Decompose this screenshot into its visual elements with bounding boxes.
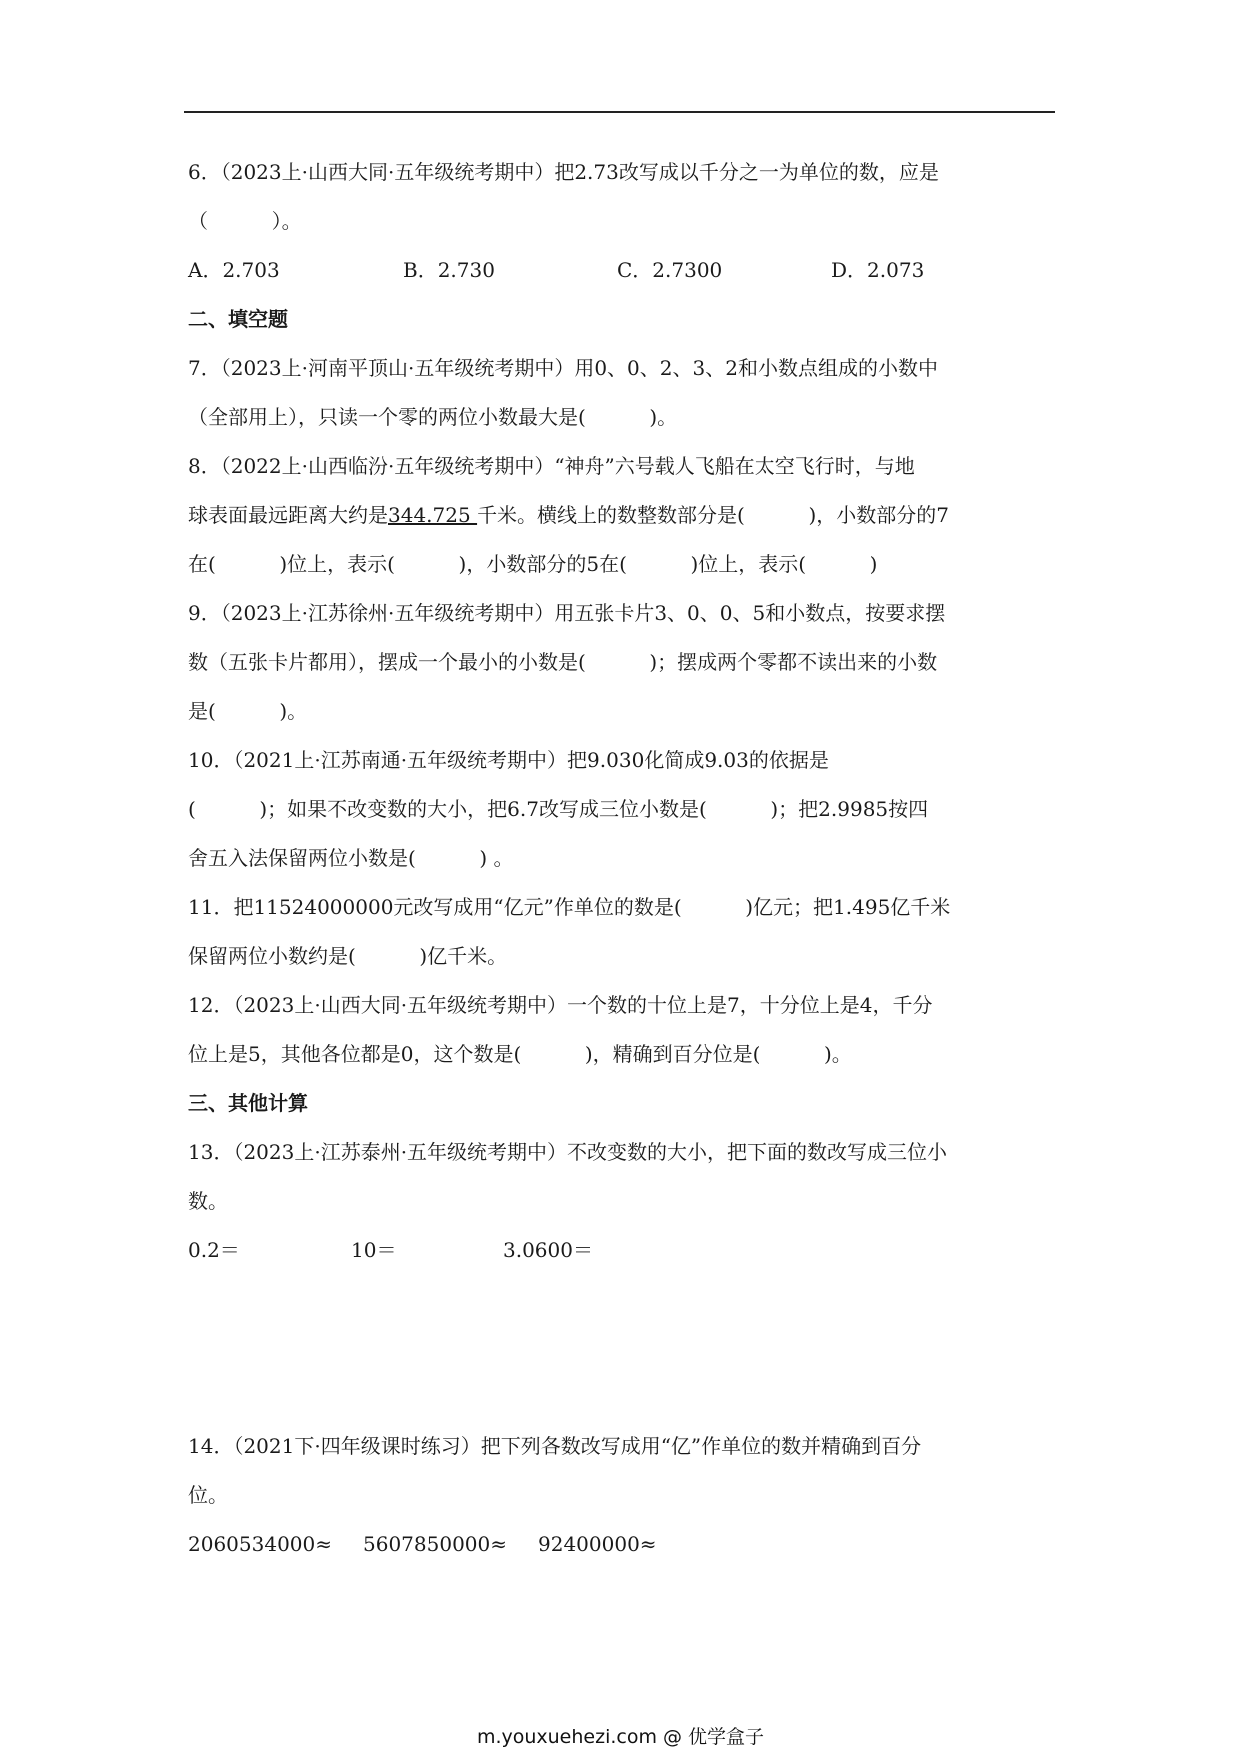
question-8-line-2-pre: 球表面最远距离大约是 bbox=[188, 503, 388, 527]
question-11-line-2: 保留两位小数约是( )亿千米。 bbox=[188, 944, 508, 968]
question-13-line-2: 数。 bbox=[188, 1189, 228, 1213]
question-12 bbox=[188, 981, 1060, 1079]
calc-item: 3.0600＝ bbox=[503, 1238, 593, 1262]
approx-item: 92400000≈ bbox=[538, 1532, 657, 1556]
question-8-line-2 bbox=[188, 491, 1060, 540]
option-c: C．2.7300 bbox=[617, 258, 723, 282]
question-13 bbox=[188, 1128, 1060, 1275]
question-12-line-1: 12．（2023上·山西大同·五年级统考期中）一个数的十位上是7，十分位上是4，千分 bbox=[188, 993, 933, 1017]
question-9 bbox=[188, 589, 1060, 736]
question-10 bbox=[188, 736, 1060, 883]
option-d: D．2.073 bbox=[831, 258, 925, 282]
approx-item: 2060534000≈ bbox=[188, 1532, 333, 1556]
calc-item: 10＝ bbox=[351, 1238, 397, 1262]
question-9-line-1: 9．（2023上·江苏徐州·五年级统考期中）用五张卡片3、0、0、5和小数点，按要求摆 bbox=[188, 601, 946, 625]
question-8-line-3: 在( )位上，表示( )，小数部分的5在( )位上，表示( ) bbox=[188, 552, 878, 576]
question-6-options bbox=[188, 246, 1060, 295]
answer-space bbox=[188, 1373, 1060, 1422]
section-fill-in-blank-heading: 二、填空题 bbox=[188, 307, 288, 331]
question-6 bbox=[188, 148, 1060, 295]
question-7 bbox=[188, 344, 1060, 442]
worksheet-body bbox=[188, 148, 1060, 1569]
question-8 bbox=[188, 442, 1060, 589]
question-14 bbox=[188, 1422, 1060, 1569]
underlined-number: 344.725 bbox=[388, 503, 478, 527]
footer-watermark: m.youxuehezi.com @ 优学盒子 bbox=[476, 1726, 765, 1748]
option-a: A．2.703 bbox=[188, 258, 280, 282]
question-6-stem: 6．（2023上·山西大同·五年级统考期中）把2.73改写成以千分之一为单位的数，应是 bbox=[188, 160, 939, 184]
question-6-blank: （ ）。 bbox=[188, 209, 302, 233]
question-8-line-1: 8．（2022上·山西临汾·五年级统考期中）“神舟”六号载人飞船在太空飞行时，与地 bbox=[188, 454, 915, 478]
question-13-items bbox=[188, 1226, 1060, 1275]
question-14-line-2: 位。 bbox=[188, 1483, 228, 1507]
question-7-line-2: （全部用上），只读一个零的两位小数最大是( )。 bbox=[188, 405, 678, 429]
option-b: B．2.730 bbox=[403, 258, 495, 282]
question-11 bbox=[188, 883, 1060, 981]
question-14-line-1: 14．（2021下·四年级课时练习）把下列各数改写成用“亿”作单位的数并精确到百分 bbox=[188, 1434, 922, 1458]
question-8-line-2-post: 千米。横线上的数整数部分是( )，小数部分的7 bbox=[477, 503, 949, 527]
question-13-line-1: 13．（2023上·江苏泰州·五年级统考期中）不改变数的大小，把下面的数改写成三位小 bbox=[188, 1140, 948, 1164]
approx-item: 5607850000≈ bbox=[363, 1532, 508, 1556]
question-9-line-3: 是( )。 bbox=[188, 699, 308, 723]
answer-space bbox=[188, 1275, 1060, 1373]
calc-item: 0.2＝ bbox=[188, 1238, 240, 1262]
question-10-line-2: ( )；如果不改变数的大小，把6.7改写成三位小数是( )；把2.9985按四 bbox=[188, 797, 929, 821]
question-11-line-1: 11．把11524000000元改写成用“亿元”作单位的数是( )亿元；把1.495亿千米 bbox=[188, 895, 951, 919]
question-12-line-2: 位上是5，其他各位都是0，这个数是( )，精确到百分位是( )。 bbox=[188, 1042, 852, 1066]
question-10-line-3: 舍五入法保留两位小数是( ) 。 bbox=[188, 846, 514, 870]
question-7-line-1: 7．（2023上·河南平顶山·五年级统考期中）用0、0、2、3、2和小数点组成的小数中 bbox=[188, 356, 938, 380]
question-9-line-2: 数（五张卡片都用），摆成一个最小的小数是( )；摆成两个零都不读出来的小数 bbox=[188, 650, 938, 674]
section-other-calculation-heading: 三、其他计算 bbox=[188, 1091, 308, 1115]
question-14-items bbox=[188, 1520, 1060, 1569]
header-rule bbox=[184, 111, 1055, 113]
question-10-line-1: 10．（2021上·江苏南通·五年级统考期中）把9.030化简成9.03的依据是 bbox=[188, 748, 829, 772]
